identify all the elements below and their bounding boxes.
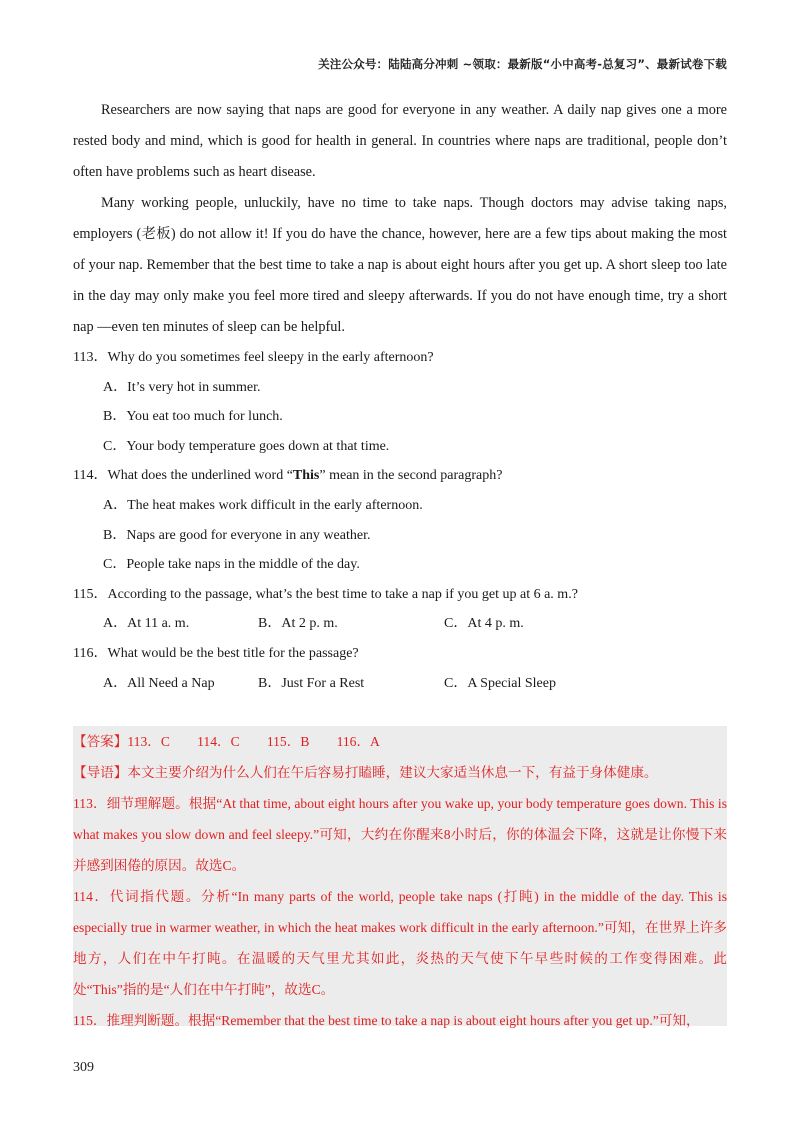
- question-115-option-c: C．At 4 p. m.: [444, 616, 524, 632]
- question-116: 116．What would be the best title for the passage?: [73, 645, 359, 661]
- question-113-option-a: A．It’s very hot in summer.: [103, 379, 261, 395]
- question-116-option-c: C．A Special Sleep: [444, 675, 556, 691]
- question-115-options: [73, 609, 727, 639]
- question-115: 115．According to the passage, what’s the best time to take a nap if you get up at 6 a. m.?: [73, 586, 578, 602]
- question-113-option-c: C．Your body temperature goes down at that time.: [103, 438, 390, 454]
- answer-guide: 【导语】本文主要介绍为什么人们在午后容易打瞌睡，建议大家适当休息一下，有益于身体健康。: [73, 765, 658, 780]
- passage-paragraph-1: Researchers are now saying that naps are good for everyone in any weather. A daily nap gives one a more rested body and mind, which is good for health in general. In countries where naps are traditional, people don’t often have problems such as heart disease.: [73, 102, 727, 180]
- question-116-options: [73, 669, 727, 699]
- question-114-option-b: B．Naps are good for everyone in any weather.: [103, 527, 371, 543]
- explanation-114: 114．代词指代题。分析“In many parts of the world, people take naps (打盹) in the middle of the day. This is especially true in warmer weather, in which the heat makes work difficult in the early afternoon.”可知，在世界上许多地方，人们在中午打盹。在温暖的天气里尤其如此，炎热的天气使下午早些时候的工作变得困难。此处“This”指的是“人们在中午打盹”，故选C。: [73, 889, 727, 997]
- passage-and-questions: [73, 95, 727, 698]
- answer-summary: 【答案】113．C 114．C 115．B 116．A: [73, 734, 380, 749]
- question-116-option-a: A．All Need a Nap: [103, 675, 215, 691]
- question-114-keyword: This: [292, 468, 320, 484]
- explanation-113: 113．细节理解题。根据“At that time, about eight hours after you wake up, your body temperature goes down. This is what makes you slow down and feel sleepy.”可知，大约在你醒来8小时后，你的体温会下降，这就是让你慢下来并感到困倦的原因。故选C。: [73, 796, 727, 873]
- question-113-option-b: B．You eat too much for lunch.: [103, 409, 283, 425]
- page-header: 关注公众号：陆陆高分冲刺 ~领取：最新版“小中高考-总复习”、最新试卷下载: [318, 57, 727, 71]
- question-115-option-a: A．At 11 a. m.: [103, 616, 190, 632]
- answer-explanation-box: [73, 726, 727, 1026]
- question-116-option-b: B．Just For a Rest: [258, 675, 365, 691]
- page-number: 309: [73, 1060, 94, 1075]
- question-114-prefix: 114．What does the underlined word “: [73, 468, 293, 484]
- passage-paragraph-2: Many working people, unluckily, have no time to take naps. Though doctors may advise taking naps, employers (老板) do not allow it! If you do have the chance, however, here are a few tips about making the most of your nap. Remember that the best time to take a nap is about eight hours after you get up. A short sleep too late in the day may only make you feel more tired and sleepy afterwards. If you do not have enough time, try a short nap —even ten minutes of sleep can be helpful.: [73, 195, 727, 335]
- explanation-115: 115．推理判断题。根据“Remember that the best time to take a nap is about eight hours after you get up.”可知，: [73, 1013, 700, 1028]
- question-114-option-c: C．People take naps in the middle of the day.: [103, 557, 360, 573]
- question-114-option-a: A．The heat makes work difficult in the early afternoon.: [103, 497, 423, 513]
- question-114: [73, 461, 727, 491]
- question-115-option-b: B．At 2 p. m.: [258, 616, 338, 632]
- question-114-suffix: ” mean in the second paragraph?: [319, 468, 503, 484]
- question-113: 113．Why do you sometimes feel sleepy in the early afternoon?: [73, 350, 434, 365]
